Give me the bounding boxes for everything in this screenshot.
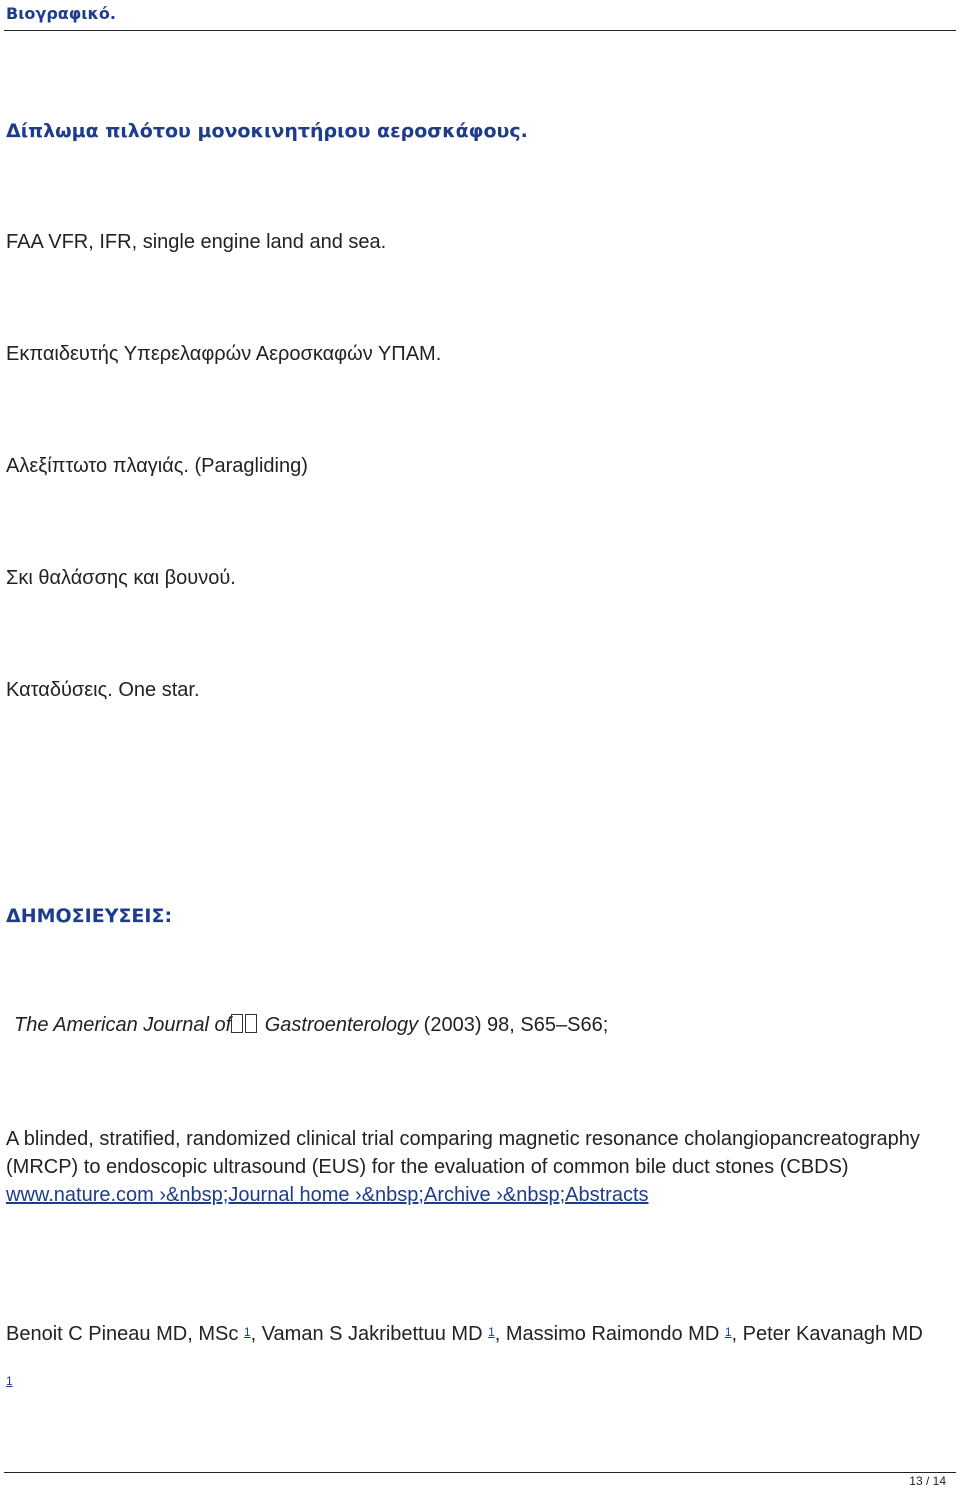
pilot-license-heading: Δίπλωμα πιλότου μονοκινητήριου αεροσκάφους. xyxy=(6,120,528,142)
author-4: , Peter Kavanagh MD xyxy=(731,1323,923,1345)
document-title: Βιογραφικό. xyxy=(6,4,116,23)
journal-name: Gastroenterology xyxy=(264,1014,419,1036)
author-1: Benoit C Pineau MD, MSc xyxy=(6,1323,239,1345)
header-divider xyxy=(4,30,956,31)
diving-line: Καταδύσεις. One star. xyxy=(6,679,200,701)
authors-paragraph xyxy=(6,1320,926,1348)
faa-line: FAA VFR, IFR, single engine land and sea. xyxy=(6,231,387,253)
paragliding-line: Αλεξίπτωτο πλαγιάς. (Paragliding) xyxy=(6,455,308,477)
page-number: 13 / 14 xyxy=(909,1474,946,1488)
missing-glyph-icon xyxy=(231,1014,243,1033)
ski-line: Σκι θαλάσσης και βουνού. xyxy=(6,567,236,589)
journal-details: (2003) 98, S65–S66; xyxy=(418,1014,609,1036)
affiliation-link[interactable]: 1 xyxy=(724,1325,732,1339)
missing-glyph-icon xyxy=(245,1014,257,1033)
publications-heading: ΔΗΜΟΣΙΕΥΣΕΙΣ: xyxy=(6,905,173,927)
instructor-line: Εκπαιδευτής Υπερελαφρών Αεροσκαφών ΥΠΑΜ. xyxy=(6,343,442,365)
affiliation-link[interactable]: 1 xyxy=(488,1325,495,1339)
author-3: , Massimo Raimondo MD xyxy=(494,1323,720,1345)
affiliation-link[interactable]: 1 xyxy=(6,1374,13,1388)
footer-divider xyxy=(4,1472,956,1473)
journal-citation xyxy=(14,1014,608,1037)
affiliation-link[interactable]: 1 xyxy=(243,1325,251,1339)
nature-link[interactable]: www.nature.com ›&nbsp;Journal home ›&nbsp;Archive ›&nbsp;Abstracts xyxy=(6,1184,649,1206)
journal-prefix: The American Journal of xyxy=(14,1014,232,1036)
author-2: , Vaman S Jakribettuu MD xyxy=(250,1323,483,1345)
article-paragraph xyxy=(6,1125,926,1209)
article-title: A blinded, stratified, randomized clinical trial comparing magnetic resonance cholangiopancreatography (MRCP) to endoscopic ultrasound (EUS) for the evaluation of common bile duct stones (CBDS) xyxy=(6,1128,920,1178)
